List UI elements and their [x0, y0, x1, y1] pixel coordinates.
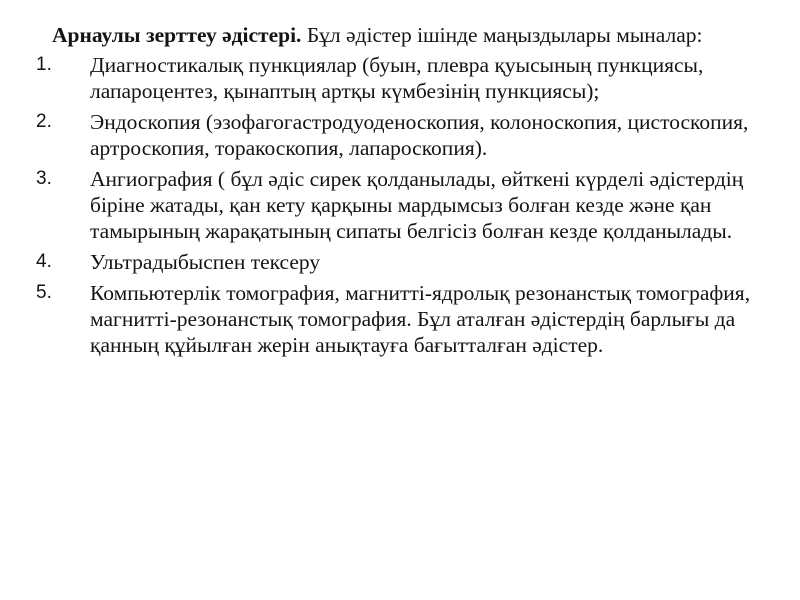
list-item-number: 1. [36, 54, 52, 75]
list-item [36, 166, 755, 244]
list-item-number: 2. [36, 111, 52, 132]
list-item-number: 4. [36, 251, 52, 272]
list-item-number: 3. [36, 168, 52, 189]
list-item-text: Ультрадыбыспен тексеру [90, 250, 321, 274]
slide-content [36, 22, 755, 363]
list-item-text: Ангиография ( бұл әдіс сирек қолданылады, өйткені күрделі әдістердің біріне жатады, қан кету қарқыны мардымсыз болған кезде және қан тамырының жарақатының сипаты белгісіз болған кезде қолданылады. [90, 167, 744, 243]
intro-paragraph [40, 22, 755, 48]
list-item [36, 109, 755, 161]
list-item-number: 5. [36, 282, 52, 303]
list-item [36, 249, 755, 275]
list-item [36, 280, 755, 358]
list-item-text: Компьютерлік томография, магнитті-ядролық резонанстық томография, магнитті-резонанстық томография. Бұл аталған әдістердің барлығы да қанның құйылған жерін анықтауға бағытталған әдістер. [90, 281, 751, 357]
intro-text: Бұл әдістер ішінде маңыздылары мыналар: [301, 23, 703, 47]
list-item-text: Диагностикалық пункциялар (буын, плевра қуысының пункциясы, лапароцентез, қынаптың артқы күмбезінің пункциясы); [90, 53, 704, 103]
intro-lead: Арнаулы зерттеу әдістері. [52, 23, 302, 47]
methods-list [36, 52, 755, 358]
list-item-text: Эндоскопия (эзофагогастродуоденоскопия, колоноскопия, цистоскопия, артроскопия, торакоскопия, лапароскопия). [90, 110, 749, 160]
list-item [36, 52, 755, 104]
